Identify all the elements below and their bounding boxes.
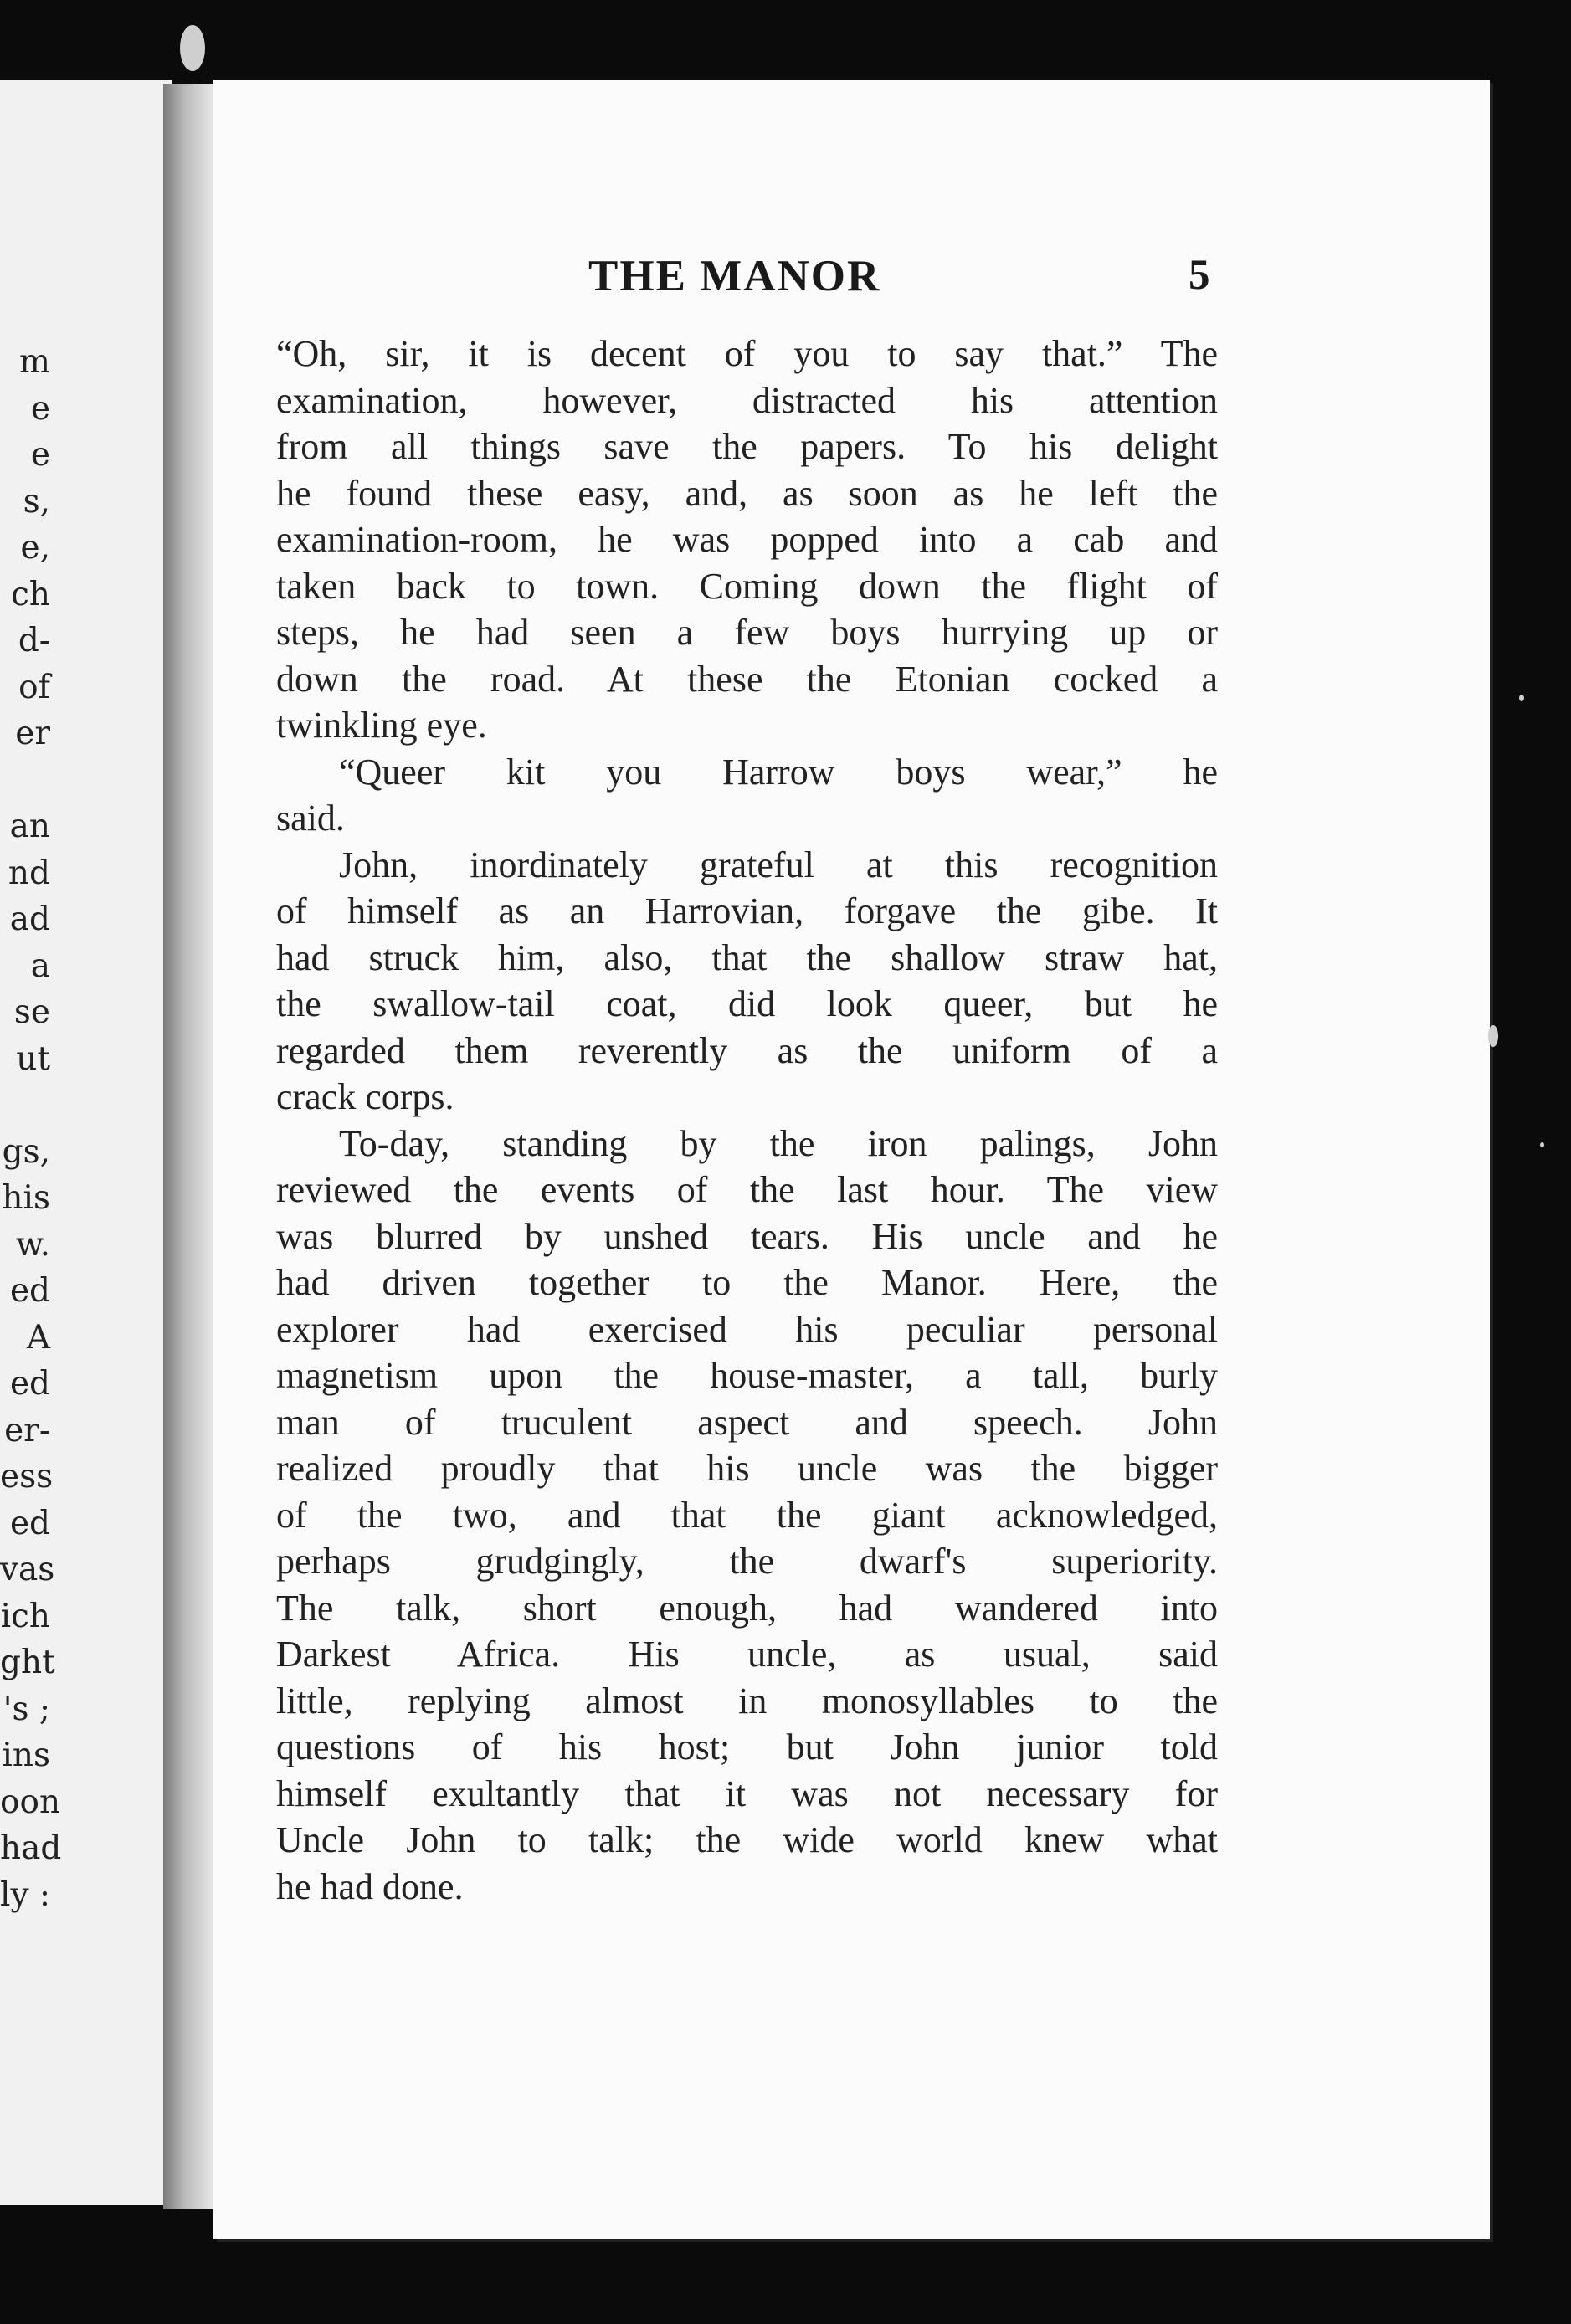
text-line: perhaps grudgingly, the dwarf's superiority. [276,1541,1218,1582]
left-fragment: ad [9,900,50,938]
page-number: 5 [1189,252,1210,299]
text-line: of himself as an Harrovian, forgave the gibe. It [276,890,1218,931]
text-line: taken back to town. Coming down the flight of [276,565,1218,607]
left-fragment: ed [9,1365,50,1403]
left-fragment: er- [4,1411,50,1449]
text-line: from all things save the papers. To his delight [276,426,1218,467]
text-line: regarded them reverently as the uniform of a [276,1029,1218,1071]
text-line: said. [276,798,345,839]
left-fragment: oon [0,1783,61,1821]
scan-speck [180,25,205,71]
text-line: Darkest Africa. His uncle, as usual, said [276,1634,1218,1675]
left-fragment: e [30,389,50,428]
left-fragment: A [26,1318,50,1357]
left-fragment: ins [2,1737,50,1774]
text-line: realized proudly that his uncle was the bigger [276,1448,1218,1489]
left-fragment: nd [8,854,50,892]
book-page [213,80,1490,2239]
left-fragment: 's ; [3,1690,50,1728]
left-fragment: se [13,993,50,1031]
text-line: “Oh, sir, it is decent of you to say that.” The [276,333,1218,374]
left-fragment: his [2,1179,50,1217]
running-head-title: THE MANOR [588,252,881,300]
left-fragment: w. [15,1225,50,1264]
text-line: down the road. At these the Etonian cocked a [276,658,1218,700]
text-line: questions of his host; but John junior told [276,1726,1218,1767]
left-fragment: of [18,668,50,706]
text-line: steps, he had seen a few boys hurrying up or [276,612,1218,653]
left-fragment: ess [0,1458,54,1495]
text-line: explorer had exercised his peculiar personal [276,1308,1218,1350]
left-fragment: ed [9,1504,50,1542]
left-fragment: ly : [0,1875,51,1914]
left-fragment: e [30,436,50,474]
facing-left-page [0,80,172,2205]
text-line: had driven together to the Manor. Here, the [276,1262,1218,1303]
left-page-text-fragments [0,339,62,1918]
text-line: examination-room, he was popped into a cab and [276,519,1218,560]
left-fragment: ght [0,1644,55,1681]
left-fragment: er [15,715,50,752]
text-line: man of truculent aspect and speech. John [276,1401,1218,1443]
text-line: examination, however, distracted his attention [276,379,1218,421]
left-fragment: had [0,1829,62,1867]
left-fragment: ich [0,1597,50,1635]
left-fragment: gs, [2,1132,50,1171]
left-fragment: an [9,808,50,845]
left-fragment [0,1082,50,1129]
text-line: was blurred by unshed tears. His uncle and he [276,1215,1218,1257]
text-line: himself exultantly that it was not necessary for [276,1772,1218,1814]
left-fragment: e, [20,529,50,567]
left-fragment: ut [16,1039,50,1078]
text-line: the swallow-tail coat, did look queer, but he [276,983,1218,1024]
left-fragment: d- [18,622,50,659]
text-line: crack corps. [276,1076,454,1117]
left-fragment [0,757,50,804]
scan-speck [1488,1025,1498,1047]
text-line: of the two, and that the giant acknowledged, [276,1494,1218,1536]
text-line: Uncle John to talk; the wide world knew what [276,1819,1218,1860]
scan-speck [1519,695,1524,701]
left-fragment: m [19,343,50,381]
text-line: To-day, standing by the iron palings, John [339,1122,1218,1164]
text-line: had struck him, also, that the shallow straw hat, [276,936,1218,978]
text-line: he had done. [276,1865,464,1907]
text-line: reviewed the events of the last hour. The view [276,1169,1218,1210]
left-fragment: vas [0,1551,55,1588]
body-text [276,331,1218,1910]
left-fragment: a [30,947,50,985]
text-line: John, inordinately grateful at this recognition [339,844,1218,885]
text-line: twinkling eye. [276,705,487,746]
text-line: The talk, short enough, had wandered into [276,1587,1218,1629]
text-line: magnetism upon the house-master, a tall, burly [276,1355,1218,1396]
left-fragment: ed [9,1272,50,1310]
scan-speck [1540,1142,1544,1147]
running-head [213,251,1490,301]
left-fragment: s, [23,482,50,521]
text-line: “Queer kit you Harrow boys wear,” he [339,751,1218,793]
left-fragment: ch [11,575,50,613]
text-line: little, replying almost in monosyllables to the [276,1680,1218,1721]
text-line: he found these easy, and, as soon as he left the [276,472,1218,514]
